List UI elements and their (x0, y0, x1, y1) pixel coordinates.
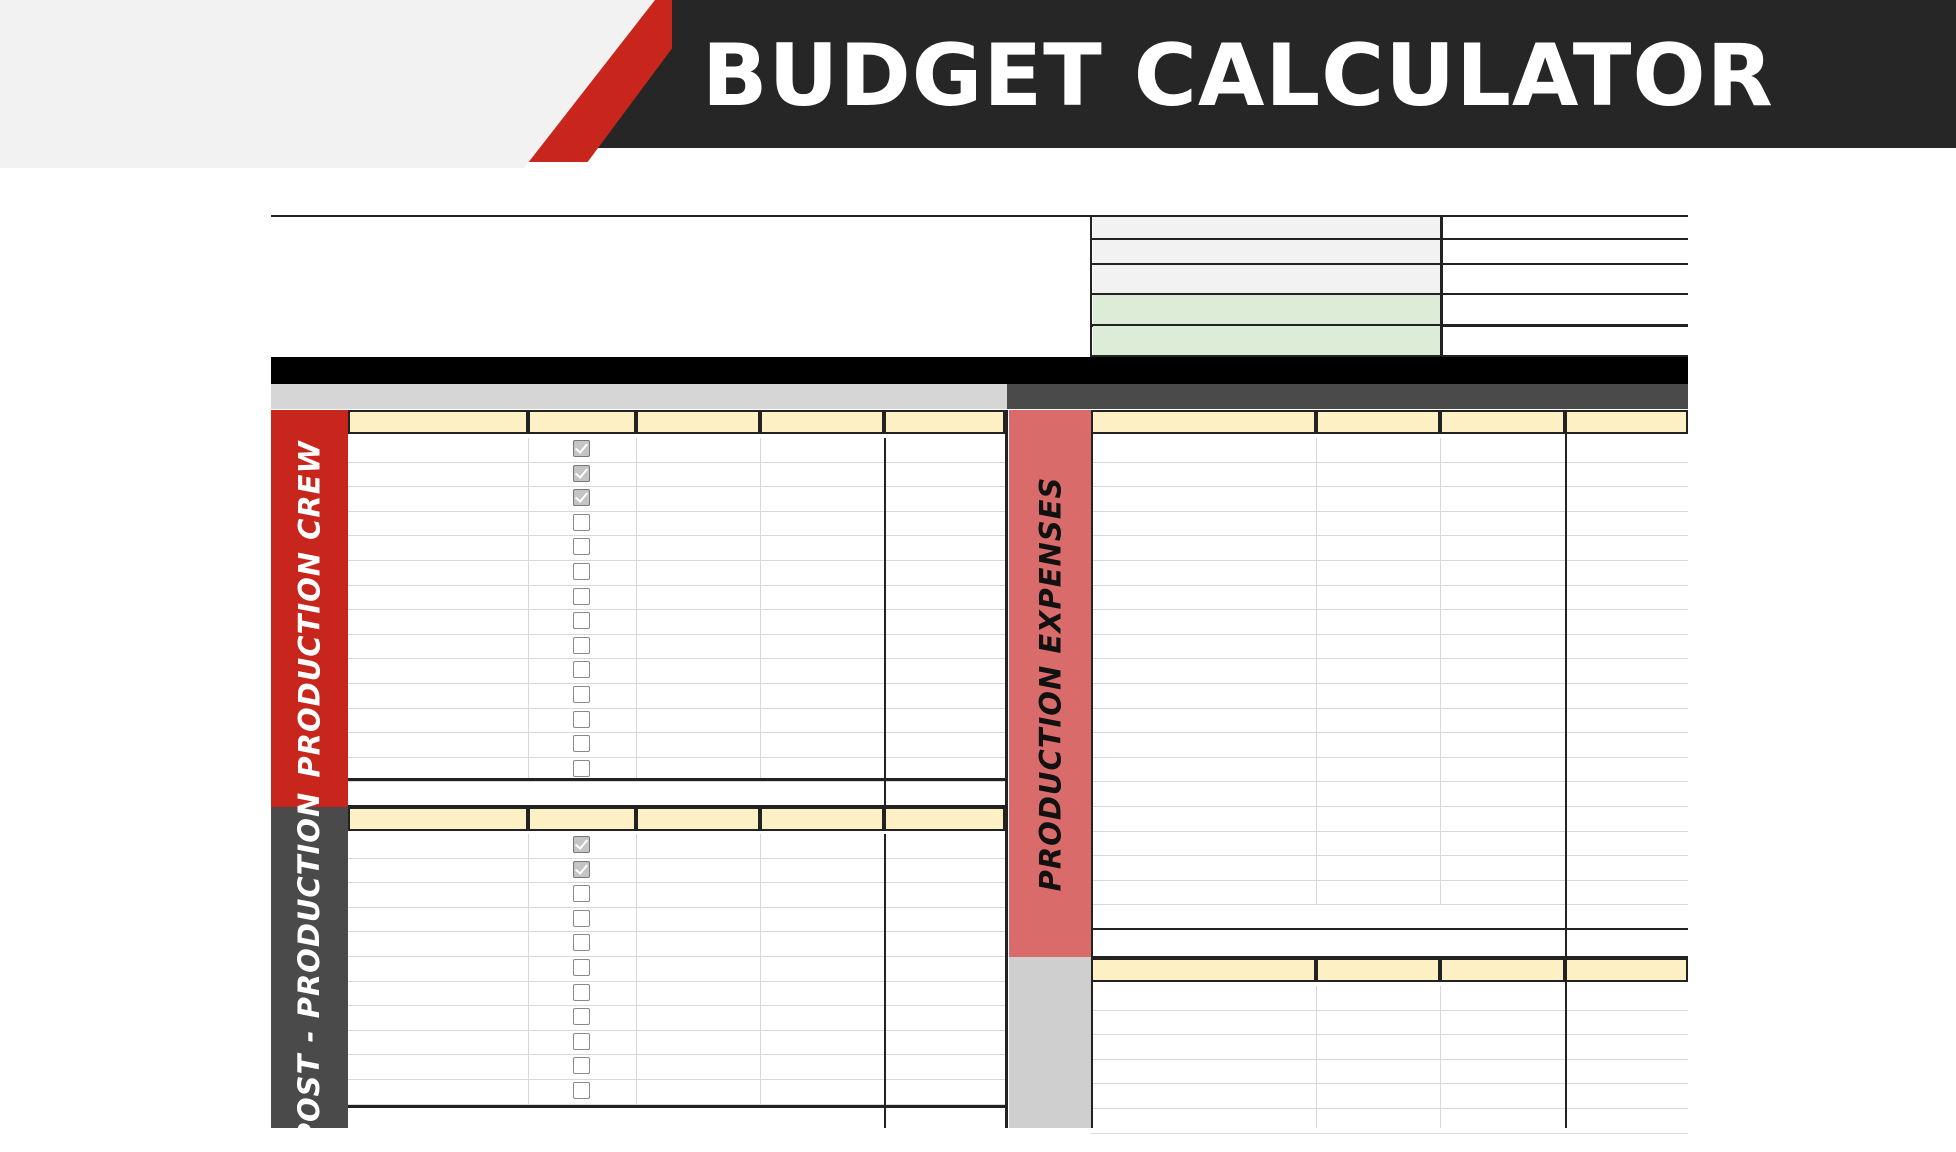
production-expenses-row-6-expense (1091, 561, 1316, 586)
production-expenses-row-14-total-cost (1565, 758, 1688, 783)
production-crew-row-12-total-cost (884, 709, 1005, 734)
production-crew-row-9-total-cost (884, 635, 1005, 660)
production-crew-col-role (348, 410, 528, 434)
production-crew-row-1-total-cost (884, 438, 1005, 463)
production-crew-row-6-days-needed[interactable] (760, 561, 884, 586)
post-production-row-1-day-rate[interactable] (636, 834, 760, 859)
page-title: BUDGET CALCULATOR (702, 26, 1774, 126)
production-expenses-row-12-total-cost (1565, 709, 1688, 734)
production-crew-row-2-role (348, 463, 528, 488)
post-production-row-8-is-you-checkbox[interactable] (573, 1008, 590, 1025)
post-production-row-10-day-rate[interactable] (636, 1055, 760, 1080)
post-total-label (348, 1108, 882, 1130)
summary-value-2 (1444, 240, 1688, 263)
production-expenses-row-3-expense[interactable] (1091, 487, 1316, 512)
production-expenses-row-18-quantity[interactable] (1440, 856, 1565, 881)
production-expenses-row-4-total-cost (1565, 512, 1688, 537)
production-crew-row-12-days-needed[interactable] (760, 709, 884, 734)
fees-band (271, 384, 1007, 409)
post-production-row-4-total-cost (884, 908, 1005, 933)
post-production-row-10-role (348, 1055, 528, 1080)
talent-expenses-row-3-total-cost (1565, 1035, 1688, 1060)
production-expenses-row-17-expense (1091, 832, 1316, 857)
production-crew-row-13-role (348, 733, 528, 758)
production-expenses-row-10-cost[interactable] (1316, 659, 1440, 684)
production-crew-row-10-is-you-checkbox[interactable] (573, 661, 590, 678)
talent-expenses-row-5-quantity[interactable] (1440, 1084, 1565, 1109)
production-expenses-row-11-expense (1091, 684, 1316, 709)
production-expenses-row-5-quantity[interactable] (1440, 536, 1565, 561)
rule-line (1440, 215, 1443, 357)
post-production-row-9-role (348, 1031, 528, 1056)
summary-label-1 (1093, 217, 1440, 238)
post-production-row-3-role (348, 883, 528, 908)
post-production-row-5-role (348, 932, 528, 957)
production-expenses-row-4-expense (1091, 512, 1316, 537)
grid-line (1091, 904, 1688, 905)
production-expenses-row-5-cost[interactable] (1316, 536, 1440, 561)
production-expenses-row-17-cost[interactable] (1316, 832, 1440, 857)
production-crew-row-5-is-you-checkbox[interactable] (573, 538, 590, 555)
post-production-row-2-days-needed[interactable] (760, 859, 884, 884)
production-expenses-row-6-total-cost (1565, 561, 1688, 586)
post-production-col-role (348, 807, 528, 831)
production-expenses-row-6-cost[interactable] (1316, 561, 1440, 586)
production-expenses-row-1-cost[interactable] (1316, 438, 1440, 463)
production-expenses-label (1009, 410, 1091, 957)
talent-expenses-row-5-expense[interactable] (1091, 1084, 1316, 1109)
production-expenses-row-13-quantity[interactable] (1440, 733, 1565, 758)
production-expenses-col-cost (1316, 410, 1440, 434)
post-production-row-2-role (348, 859, 528, 884)
post-production-row-7-is-you-checkbox[interactable] (573, 984, 590, 1001)
summary-value-4 (1444, 295, 1688, 324)
production-crew-col-days-needed (760, 410, 884, 434)
production-expenses-row-15-expense (1091, 782, 1316, 807)
production-crew-row-8-total-cost (884, 610, 1005, 635)
production-crew-row-3-total-cost (884, 487, 1005, 512)
post-production-row-10-total-cost (884, 1055, 1005, 1080)
production-expenses-label-text: PRODUCTION EXPENSES (1033, 476, 1068, 891)
production-crew-row-2-total-cost (884, 463, 1005, 488)
production-expenses-row-17-quantity[interactable] (1440, 832, 1565, 857)
production-expenses-col-total-cost (1565, 410, 1688, 434)
post-production-row-11-day-rate[interactable] (636, 1080, 760, 1105)
production-expenses-row-16-total-cost (1565, 807, 1688, 832)
production-crew-row-2-is-you-checkbox[interactable] (573, 465, 590, 482)
post-production-col-is-this-you- (528, 807, 636, 831)
production-expenses-row-15-cost[interactable] (1316, 782, 1440, 807)
summary-label-2 (1093, 240, 1440, 263)
talent-expenses-col-cost (1316, 958, 1440, 982)
post-production-col-total-cost (884, 807, 1005, 831)
production-expenses-row-5-expense (1091, 536, 1316, 561)
production-crew-row-7-total-cost (884, 586, 1005, 611)
production-expenses-row-12-expense (1091, 709, 1316, 734)
talent-expenses-row-3-expense[interactable] (1091, 1035, 1316, 1060)
production-crew-row-3-role (348, 487, 528, 512)
talent-expenses-row-6-quantity[interactable] (1440, 1109, 1565, 1134)
production-expenses-row-6-quantity[interactable] (1440, 561, 1565, 586)
rule-line (1090, 215, 1092, 357)
post-production-row-5-day-rate[interactable] (636, 932, 760, 957)
post-production-row-1-total-cost (884, 834, 1005, 859)
production-expenses-row-4-cost[interactable] (1316, 512, 1440, 537)
rule-line (1005, 410, 1008, 1128)
talent-expenses-row-6-cost[interactable] (1316, 1109, 1440, 1134)
production-crew-row-8-days-needed[interactable] (760, 610, 884, 635)
post-production-row-2-is-you-checkbox[interactable] (573, 861, 590, 878)
post-production-row-3-day-rate[interactable] (636, 883, 760, 908)
post-production-row-6-days-needed[interactable] (760, 957, 884, 982)
production-crew-row-5-day-rate[interactable] (636, 536, 760, 561)
talent-expenses-row-3-cost[interactable] (1316, 1035, 1440, 1060)
production-crew-row-1-days-needed[interactable] (760, 438, 884, 463)
production-expenses-row-12-cost[interactable] (1316, 709, 1440, 734)
post-production-row-8-days-needed[interactable] (760, 1006, 884, 1031)
production-expenses-row-1-expense[interactable] (1091, 438, 1316, 463)
tutorial-link[interactable] (271, 357, 1688, 384)
grid-line (528, 834, 529, 1105)
production-crew-row-12-day-rate[interactable] (636, 709, 760, 734)
production-crew-row-10-day-rate[interactable] (636, 659, 760, 684)
production-expenses-row-9-cost[interactable] (1316, 635, 1440, 660)
post-production-row-11-role (348, 1080, 528, 1105)
post-production-row-7-total-cost (884, 982, 1005, 1007)
post-production-row-5-total-cost (884, 932, 1005, 957)
production-expenses-row-18-expense (1091, 856, 1316, 881)
production-crew-row-2-day-rate[interactable] (636, 463, 760, 488)
talent-expenses-row-2-total-cost (1565, 1011, 1688, 1036)
post-production-row-11-days-needed[interactable] (760, 1080, 884, 1105)
production-crew-row-1-is-you-checkbox[interactable] (573, 440, 590, 457)
production-total-label (348, 781, 882, 805)
post-production-row-8-day-rate[interactable] (636, 1006, 760, 1031)
post-production-row-8-role (348, 1006, 528, 1031)
summary-label-4 (1093, 295, 1440, 324)
post-production-row-6-role (348, 957, 528, 982)
production-crew-row-11-role (348, 684, 528, 709)
production-expenses-row-7-total-cost (1565, 586, 1688, 611)
production-expenses-row-7-cost[interactable] (1316, 586, 1440, 611)
production-expenses-row-11-total-cost (1565, 684, 1688, 709)
post-production-row-3-days-needed[interactable] (760, 883, 884, 908)
post-production-row-11-total-cost (884, 1080, 1005, 1105)
production-crew-row-10-total-cost (884, 659, 1005, 684)
production-crew-row-5-role (348, 536, 528, 561)
production-crew-row-12-is-you-checkbox[interactable] (573, 711, 590, 728)
talent-expenses-row-5-total-cost (1565, 1084, 1688, 1109)
production-crew-row-8-day-rate[interactable] (636, 610, 760, 635)
summary-label-5 (1093, 326, 1440, 355)
production-crew-row-8-is-you-checkbox[interactable] (573, 612, 590, 629)
production-expenses-row-1-quantity[interactable] (1440, 438, 1565, 463)
production-crew-row-9-role (348, 635, 528, 660)
production-expenses-row-2-cost[interactable] (1316, 463, 1440, 488)
production-crew-row-6-day-rate[interactable] (636, 561, 760, 586)
production-crew-row-4-is-you-checkbox[interactable] (573, 514, 590, 531)
talent-expenses-row-3-quantity[interactable] (1440, 1035, 1565, 1060)
talent-expenses-col-total-cost (1565, 958, 1688, 982)
production-expenses-row-5-total-cost (1565, 536, 1688, 561)
grid-line (636, 834, 637, 1105)
production-expenses-row-3-cost[interactable] (1316, 487, 1440, 512)
production-crew-row-4-days-needed[interactable] (760, 512, 884, 537)
talent-expenses-row-2-expense[interactable] (1091, 1011, 1316, 1036)
talent-expenses-row-5-cost[interactable] (1316, 1084, 1440, 1109)
post-production-row-4-is-you-checkbox[interactable] (573, 910, 590, 927)
post-production-row-7-day-rate[interactable] (636, 982, 760, 1007)
production-expenses-row-2-quantity[interactable] (1440, 463, 1565, 488)
production-expenses-row-11-cost[interactable] (1316, 684, 1440, 709)
post-production-row-9-is-you-checkbox[interactable] (573, 1033, 590, 1050)
post-production-label (271, 791, 348, 1144)
summary-value-3 (1444, 265, 1688, 293)
production-crew-col-day-rate (636, 410, 760, 434)
production-expenses-row-13-cost[interactable] (1316, 733, 1440, 758)
production-crew-row-3-days-needed[interactable] (760, 487, 884, 512)
talent-expenses-row-4-total-cost (1565, 1060, 1688, 1085)
production-crew-col-total-cost (884, 410, 1005, 434)
grid-line (1440, 438, 1441, 905)
production-crew-row-4-total-cost (884, 512, 1005, 537)
production-crew-row-7-role (348, 586, 528, 611)
production-crew-row-2-days-needed[interactable] (760, 463, 884, 488)
production-crew-row-7-day-rate[interactable] (636, 586, 760, 611)
production-expenses-row-12-quantity[interactable] (1440, 709, 1565, 734)
production-expenses-row-1-total-cost (1565, 438, 1688, 463)
talent-expenses-row-2-quantity[interactable] (1440, 1011, 1565, 1036)
production-crew-row-13-total-cost (884, 733, 1005, 758)
post-total-value (886, 1108, 1005, 1130)
post-production-row-7-days-needed[interactable] (760, 982, 884, 1007)
production-expenses-row-19-cost[interactable] (1316, 881, 1440, 906)
talent-expenses-row-2-cost[interactable] (1316, 1011, 1440, 1036)
grid-line (1091, 1133, 1688, 1134)
grid-line (1316, 986, 1317, 1128)
production-expenses-row-8-quantity[interactable] (1440, 610, 1565, 635)
production-crew-row-13-is-you-checkbox[interactable] (573, 735, 590, 752)
talent-expenses-label-text (1039, 1099, 1062, 1135)
production-expenses-row-17-total-cost (1565, 832, 1688, 857)
post-production-row-4-day-rate[interactable] (636, 908, 760, 933)
post-production-row-6-total-cost (884, 957, 1005, 982)
production-crew-row-6-role (348, 561, 528, 586)
talent-expenses-col-expense (1091, 958, 1316, 982)
production-crew-row-7-is-you-checkbox[interactable] (573, 588, 590, 605)
production-expenses-row-8-expense (1091, 610, 1316, 635)
talent-expenses-row-6-total-cost (1565, 1109, 1688, 1134)
talent-expenses-row-4-expense[interactable] (1091, 1060, 1316, 1085)
post-production-col-days-needed (760, 807, 884, 831)
post-production-row-2-total-cost (884, 859, 1005, 884)
post-production-row-6-day-rate[interactable] (636, 957, 760, 982)
production-crew-row-9-day-rate[interactable] (636, 635, 760, 660)
post-production-row-10-is-you-checkbox[interactable] (573, 1057, 590, 1074)
rule-line (884, 834, 886, 1128)
production-expenses-row-9-expense (1091, 635, 1316, 660)
rule-line (271, 215, 1091, 217)
post-production-row-4-role (348, 908, 528, 933)
production-expenses-row-3-total-cost (1565, 487, 1688, 512)
production-expenses-row-14-quantity[interactable] (1440, 758, 1565, 783)
production-crew-row-6-is-you-checkbox[interactable] (573, 563, 590, 580)
post-production-row-5-days-needed[interactable] (760, 932, 884, 957)
production-expenses-row-10-expense (1091, 659, 1316, 684)
production-expenses-row-19-total-cost (1565, 881, 1688, 906)
production-crew-row-11-days-needed[interactable] (760, 684, 884, 709)
production-crew-row-9-days-needed[interactable] (760, 635, 884, 660)
production-crew-row-5-total-cost (884, 536, 1005, 561)
production-expenses-row-18-total-cost (1565, 856, 1688, 881)
grid-line (636, 438, 637, 779)
grid-line (760, 834, 761, 1105)
grid-line (528, 438, 529, 779)
talent-expenses-row-1-total-cost (1565, 986, 1688, 1011)
post-production-row-1-days-needed[interactable] (760, 834, 884, 859)
grid-line (760, 438, 761, 779)
grid-line (1316, 438, 1317, 905)
production-expenses-row-7-expense (1091, 586, 1316, 611)
summary-label-3 (1093, 265, 1440, 293)
production-crew-col-is-this-you- (528, 410, 636, 434)
production-expenses-row-15-quantity[interactable] (1440, 782, 1565, 807)
production-expenses-row-10-quantity[interactable] (1440, 659, 1565, 684)
talent-expenses-row-4-quantity[interactable] (1440, 1060, 1565, 1085)
post-production-row-6-is-you-checkbox[interactable] (573, 959, 590, 976)
production-crew-row-13-days-needed[interactable] (760, 733, 884, 758)
expenses-band (1007, 384, 1688, 409)
post-production-row-7-role (348, 982, 528, 1007)
rule-line (1565, 958, 1567, 1128)
production-crew-row-3-is-you-checkbox[interactable] (573, 489, 590, 506)
post-production-row-3-total-cost (884, 883, 1005, 908)
production-total-value (886, 781, 1005, 805)
production-crew-row-13-day-rate[interactable] (636, 733, 760, 758)
production-expenses-row-16-cost[interactable] (1316, 807, 1440, 832)
post-production-row-4-days-needed[interactable] (760, 908, 884, 933)
post-production-row-10-days-needed[interactable] (760, 1055, 884, 1080)
rule-line (884, 438, 886, 807)
production-crew-label (271, 410, 348, 807)
post-production-row-1-is-you-checkbox[interactable] (573, 836, 590, 853)
post-production-col-day-rate (636, 807, 760, 831)
production-expenses-row-11-quantity[interactable] (1440, 684, 1565, 709)
production-expenses-total-value (1567, 930, 1688, 956)
production-expenses-row-13-total-cost (1565, 733, 1688, 758)
post-production-row-2-day-rate[interactable] (636, 859, 760, 884)
production-expenses-row-3-quantity[interactable] (1440, 487, 1565, 512)
production-expenses-total-label (1091, 930, 1563, 956)
production-expenses-row-8-total-cost (1565, 610, 1688, 635)
rule-line (1565, 410, 1567, 958)
production-crew-row-6-total-cost (884, 561, 1005, 586)
production-crew-row-9-is-you-checkbox[interactable] (573, 637, 590, 654)
production-expenses-row-2-total-cost (1565, 463, 1688, 488)
production-expenses-row-2-expense[interactable] (1091, 463, 1316, 488)
production-crew-row-3-day-rate[interactable] (636, 487, 760, 512)
production-expenses-col-quantity (1440, 410, 1565, 434)
production-expenses-row-9-quantity[interactable] (1440, 635, 1565, 660)
post-production-row-11-is-you-checkbox[interactable] (573, 1082, 590, 1099)
post-production-label-text: POST - PRODUCTION (292, 791, 327, 1144)
talent-expenses-row-1-quantity[interactable] (1440, 986, 1565, 1011)
production-crew-row-11-is-you-checkbox[interactable] (573, 686, 590, 703)
production-expenses-row-14-expense (1091, 758, 1316, 783)
production-crew-row-10-role (348, 659, 528, 684)
post-production-row-9-days-needed[interactable] (760, 1031, 884, 1056)
production-crew-row-10-days-needed[interactable] (760, 659, 884, 684)
post-production-row-1-role (348, 834, 528, 859)
production-crew-row-12-role (348, 709, 528, 734)
summary-value-1 (1444, 217, 1688, 238)
post-production-row-9-total-cost (884, 1031, 1005, 1056)
production-expenses-row-4-quantity[interactable] (1440, 512, 1565, 537)
production-crew-row-5-days-needed[interactable] (760, 536, 884, 561)
talent-expenses-row-6-expense[interactable] (1091, 1109, 1316, 1134)
production-expenses-row-7-quantity[interactable] (1440, 586, 1565, 611)
production-expenses-row-18-cost[interactable] (1316, 856, 1440, 881)
production-expenses-row-10-total-cost (1565, 659, 1688, 684)
production-crew-row-8-role (348, 610, 528, 635)
production-crew-row-4-day-rate[interactable] (636, 512, 760, 537)
production-crew-label-text: PRODUCTION CREW (292, 439, 327, 778)
talent-expenses-row-1-cost[interactable] (1316, 986, 1440, 1011)
talent-expenses-row-1-expense[interactable] (1091, 986, 1316, 1011)
production-expenses-row-16-expense (1091, 807, 1316, 832)
production-expenses-row-19-quantity[interactable] (1440, 881, 1565, 906)
post-production-row-5-is-you-checkbox[interactable] (573, 934, 590, 951)
grid-line (1440, 986, 1441, 1128)
talent-expenses-row-4-cost[interactable] (1316, 1060, 1440, 1085)
production-expenses-row-9-total-cost (1565, 635, 1688, 660)
production-crew-row-11-total-cost (884, 684, 1005, 709)
post-production-row-8-total-cost (884, 1006, 1005, 1031)
production-expenses-row-14-cost[interactable] (1316, 758, 1440, 783)
production-crew-row-7-days-needed[interactable] (760, 586, 884, 611)
post-production-row-3-is-you-checkbox[interactable] (573, 885, 590, 902)
talent-expenses-col-quantity (1440, 958, 1565, 982)
production-crew-row-11-day-rate[interactable] (636, 684, 760, 709)
rule-line (1091, 410, 1093, 1128)
production-expenses-row-16-quantity[interactable] (1440, 807, 1565, 832)
production-expenses-col-expense (1091, 410, 1316, 434)
production-expenses-row-15-total-cost (1565, 782, 1688, 807)
production-expenses-row-8-cost[interactable] (1316, 610, 1440, 635)
production-crew-row-1-day-rate[interactable] (636, 438, 760, 463)
production-expenses-row-13-expense (1091, 733, 1316, 758)
summary-value-5 (1444, 326, 1688, 355)
production-crew-row-1-role (348, 438, 528, 463)
production-crew-row-14-is-you-checkbox[interactable] (573, 760, 590, 777)
production-crew-row-4-role (348, 512, 528, 537)
post-production-row-9-day-rate[interactable] (636, 1031, 760, 1056)
